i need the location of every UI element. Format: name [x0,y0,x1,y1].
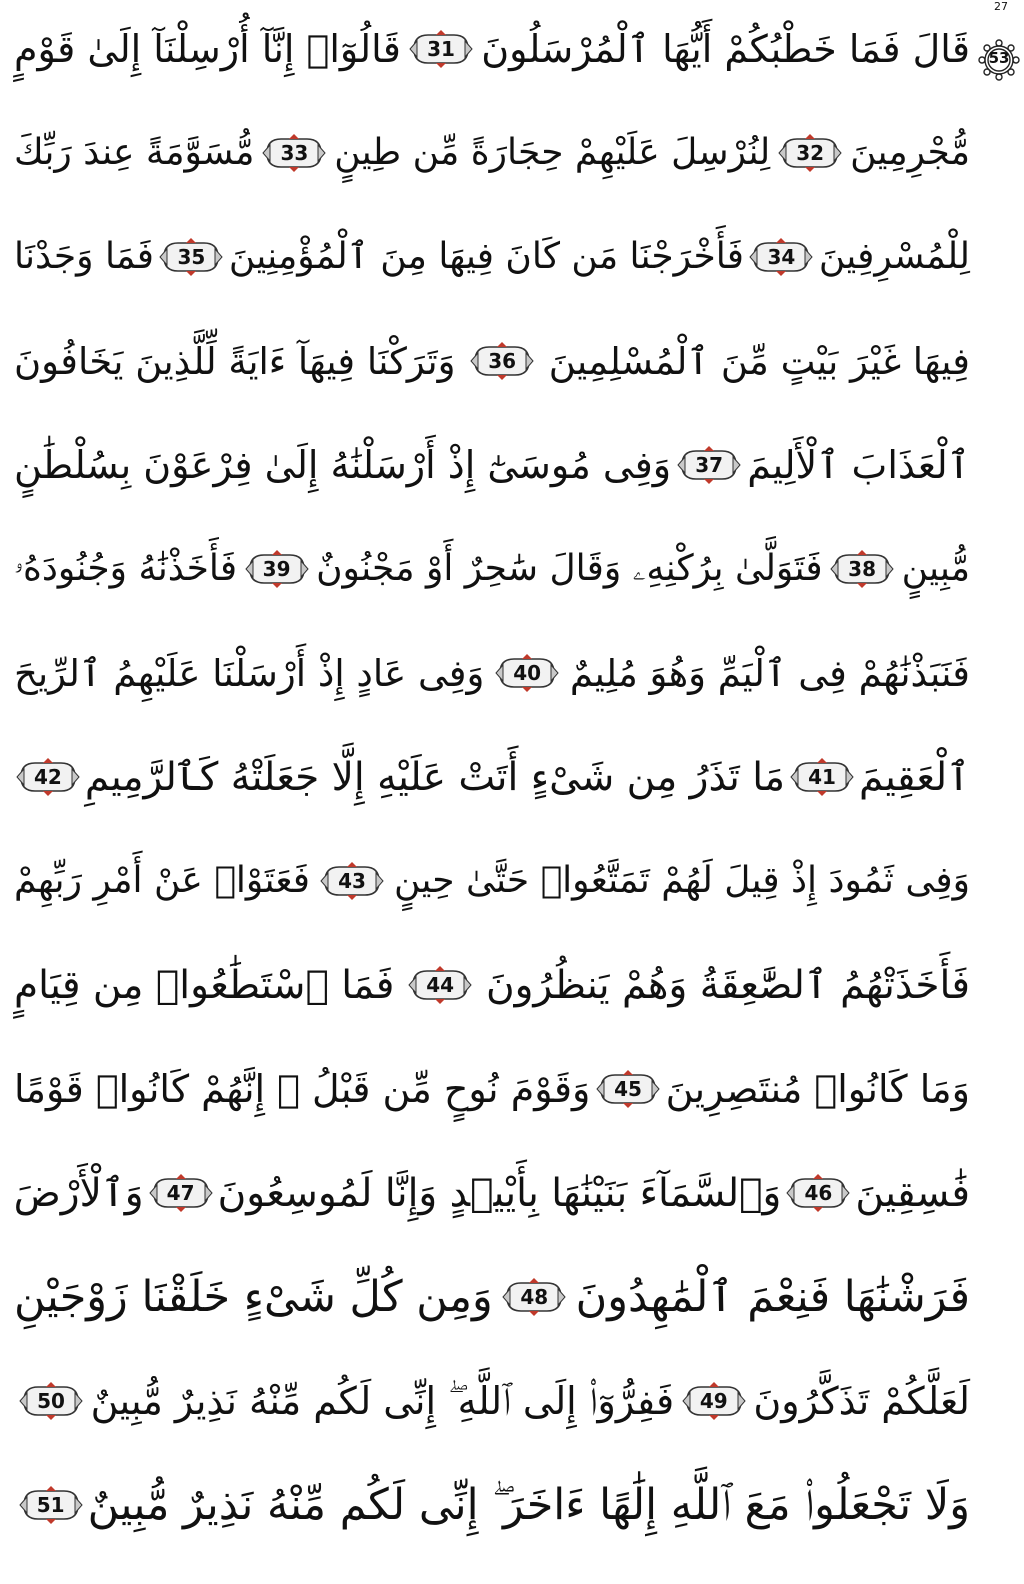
verse-text: قَالَ فَمَا خَطْبُكُمْ أَيُّهَا ٱلْمُرْسَلُونَ [481,27,970,71]
text-line [14,100,970,206]
text-line [14,308,970,414]
ayah-number: 50 [37,1389,65,1413]
verse-text: لِنُرْسِلَ عَلَيْهِمْ حِجَارَةً مِّن طِينٍ [334,132,771,173]
text-line [14,204,970,310]
ayah-number: 37 [695,453,724,477]
ayah-number: 32 [796,141,825,165]
verse-text: فَأَخْرَجْنَا مَن كَانَ فِيهَا مِنَ ٱلْمُؤْمِنِينَ [228,236,744,277]
ayah-number-marker [408,29,474,69]
ayah-number: 51 [36,1493,65,1517]
verse-text: وَٱلسَّمَآءَ بَنَيْنَٰهَا بِأَيْي۟دٍ وَإِنَّا لَمُوسِعُونَ [217,1170,782,1216]
verse-text: وَقَوْمَ نُوحٍ مِّن قَبْلُ ۖ إِنَّهُمْ كَانُوا۟ قَوْمًا [14,1067,591,1111]
ayah-number: 47 [166,1181,195,1205]
verse-text: وَتَرَكْنَا فِيهَآ ءَايَةً لِّلَّذِينَ يَخَافُونَ [14,339,456,383]
ayah-number-marker [319,861,385,901]
text-line [14,620,970,726]
verse-text: مُّجْرِمِينَ [850,132,970,173]
text-line [14,724,970,830]
verse-text: فَرَشْنَٰهَا فَنِعْمَ ٱلْمَٰهِدُونَ [575,1271,970,1322]
ayah-number-marker [494,653,560,693]
ayah-number: 43 [338,869,366,893]
hizb-number: 53 [988,49,1010,67]
verse-text: مُّسَوَّمَةً عِندَ رَبِّكَ [14,132,255,173]
verse-text: وَفِى مُوسَىٰٓ إِذْ أَرْسَلْنَٰهُ إِلَىٰ فِرْعَوْنَ بِسُلْطَٰنٍ [14,443,672,487]
text-line [14,828,970,934]
verse-text: فَمَا وَجَدْنَا [14,236,154,277]
ayah-number: 41 [808,765,836,789]
ayah-number-marker [261,133,327,173]
verse-text: فَنَبَذْنَٰهُمْ فِى ٱلْيَمِّ وَهُوَ مُلِيمٌ [569,651,970,695]
ayah-number-marker [748,237,814,277]
ayah-number: 34 [767,245,796,269]
verse-text: لِلْمُسْرِفِينَ [818,236,970,277]
verse-text: ٱلْعَذَابَ ٱلْأَلِيمَ [747,443,970,487]
verse-text: لَعَلَّكُمْ تَذَكَّرُونَ [753,1379,970,1423]
ayah-number-marker [681,1381,747,1421]
ayah-number-marker [501,1277,567,1317]
ayah-number: 40 [513,661,542,685]
ayah-number: 39 [262,557,291,581]
text-line [14,1348,970,1454]
ayah-number-marker [469,341,535,381]
verse-text: فَتَوَلَّىٰ بِرُكْنِهِۦ وَقَالَ سَٰحِرٌ أَوْ مَجْنُونٌ [316,548,823,589]
ayah-number-marker [676,445,742,485]
verse-text: وَلَا تَجْعَلُوا۟ مَعَ ٱللَّهِ إِلَٰهًا ءَاخَرَ ۖ إِنِّى لَكُم مِّنْهُ نَذِيرٌ مُّبِينٌ [87,1479,970,1530]
ayah-number: 33 [280,141,309,165]
ayah-number-marker [18,1485,84,1525]
ayah-number: 31 [427,37,455,61]
verse-text: وَمَا كَانُوا۟ مُنتَصِرِينَ [665,1067,970,1111]
verse-text: فَفِرُّوٓا۟ إِلَى ٱللَّهِ ۖ إِنِّى لَكُم مِّنْهُ نَذِيرٌ مُّبِينٌ [90,1379,675,1423]
ayah-number-marker [15,757,81,797]
text-line [14,1140,970,1246]
ayah-number: 45 [614,1077,642,1101]
ayah-number-marker [595,1069,661,1109]
ayah-number: 36 [488,349,517,373]
verse-text: فَمَا ٱسْتَطَٰعُوا۟ مِن قِيَامٍ [14,962,395,1008]
verse-text: فَٰسِقِينَ [855,1170,970,1216]
verse-text: فَعَتَوْا۟ عَنْ أَمْرِ رَبِّهِمْ [14,860,310,901]
ayah-number: 42 [33,765,62,789]
ayah-number-marker [777,133,843,173]
ayah-number-marker [407,965,473,1005]
text-line [14,932,970,1038]
text-line [14,412,970,518]
verse-text: وَفِى ثَمُودَ إِذْ قِيلَ لَهُمْ تَمَتَّعُوا۟ حَتَّىٰ حِينٍ [394,860,970,901]
text-line [14,1036,970,1142]
ayah-number: 35 [177,245,206,269]
ayah-number-marker [158,237,224,277]
text-line [14,1452,970,1558]
verse-text: فِيهَا غَيْرَ بَيْتٍ مِّنَ ٱلْمُسْلِمِينَ [548,339,970,383]
ayah-number: 48 [520,1285,549,1309]
verse-text: مُّبِينٍ [901,548,970,589]
ayah-number-marker [18,1381,84,1421]
verse-text: مَا تَذَرُ مِن شَىْءٍ أَتَتْ عَلَيْهِ إِلَّا جَعَلَتْهُ كَٱلرَّمِيمِ [84,754,785,800]
text-line [14,516,970,622]
verse-text: قَالُوٓا۟ إِنَّآ أُرْسِلْنَآ إِلَىٰ قَوْمٍ [14,27,401,71]
verse-text: فَأَخَذَتْهُمُ ٱلصَّٰعِقَةُ وَهُمْ يَنظُرُونَ [485,962,970,1008]
ayah-number: 49 [699,1389,728,1413]
ayah-number-marker [785,1173,851,1213]
ayah-number-marker [148,1173,214,1213]
text-line [14,0,970,102]
ayah-number: 46 [804,1181,833,1205]
ayah-number-marker [789,757,855,797]
ayah-number-marker [829,549,895,589]
ayah-number-marker [244,549,310,589]
verse-text: وَٱلْأَرْضَ [13,1170,144,1216]
ayah-number: 44 [426,973,455,997]
juz-number: 27 [994,0,1008,13]
verse-text: فَأَخَذْنَٰهُ وَجُنُودَهُۥ [14,548,238,589]
text-line [14,1244,970,1350]
verse-text: وَمِن كُلِّ شَىْءٍ خَلَقْنَا زَوْجَيْنِ [14,1271,493,1322]
verse-text: وَفِى عَادٍ إِذْ أَرْسَلْنَا عَلَيْهِمُ ٱلرِّيحَ [14,651,485,695]
verse-text: ٱلْعَقِيمَ [858,754,970,800]
ayah-number: 38 [848,557,877,581]
